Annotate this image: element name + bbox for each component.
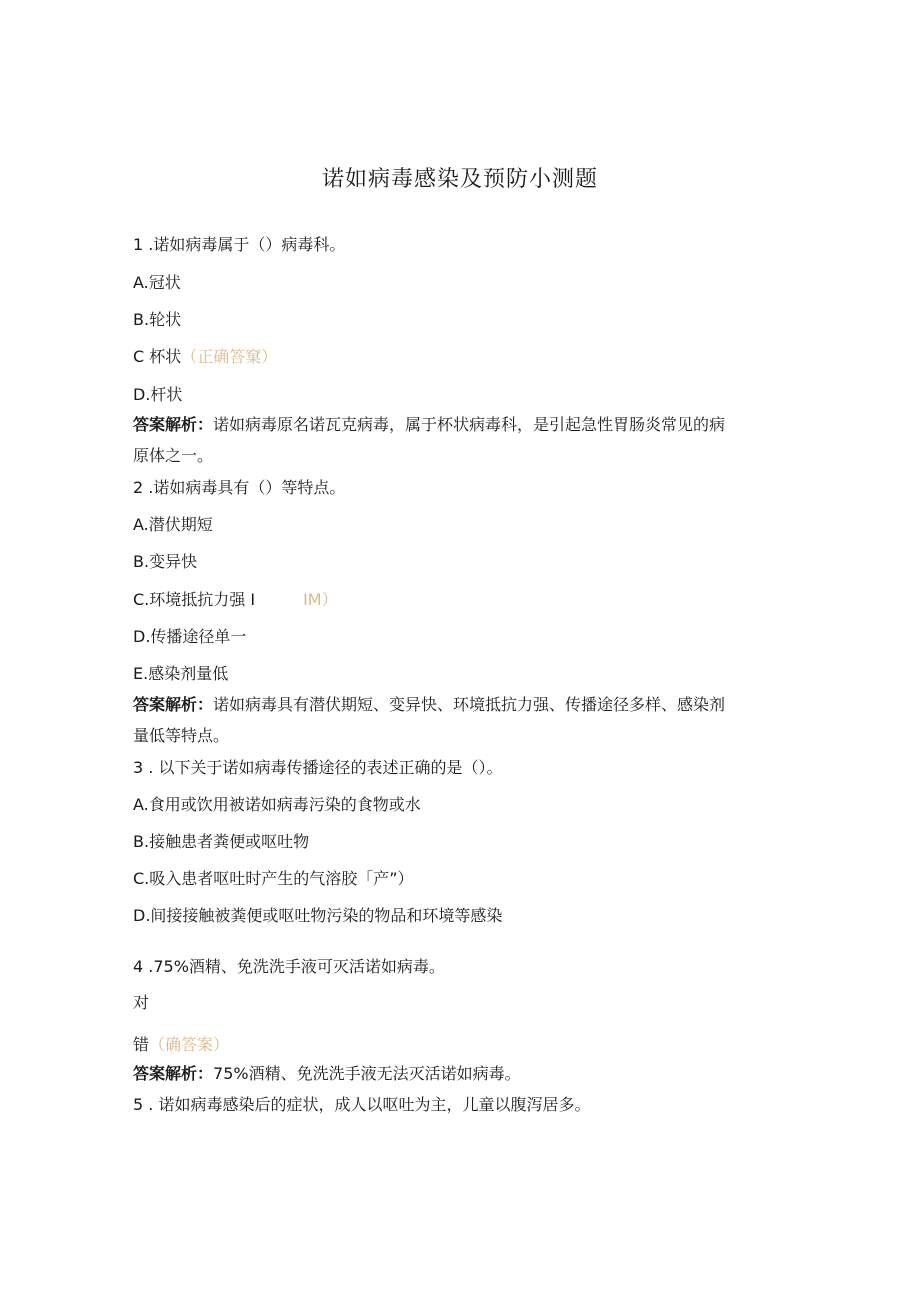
q1-correct-note: （正确答窠） (181, 347, 278, 366)
q4-analysis-label: 答案解析： (133, 1064, 214, 1083)
question-1: 1 .诺如病毒属于（）病毒科。 (133, 235, 346, 254)
q3-option-d: D.间接接触被粪便或呕吐物污染的物品和环境等感染 (133, 906, 503, 925)
q4-option-false-text: 错 (133, 1035, 150, 1054)
q2-option-a: A.潜伏期短 (133, 515, 213, 534)
q2-analysis-text-2: 量低等特点。 (133, 726, 230, 745)
q1-option-b: B.轮状 (133, 310, 182, 329)
question-3: 3 . 以下关于诺如病毒传播途径的表述正确的是（）。 (133, 758, 503, 777)
q4-option-false (133, 1035, 229, 1055)
question-4: 4 .75%酒精、免洗洗手液可灭活诺如病毒。 (133, 957, 445, 976)
q4-analysis-text-1: 75%酒精、免洗洗手液无法灭活诺如病毒。 (213, 1064, 521, 1083)
question-2: 2 .诺如病毒具有（）等特点。 (133, 478, 346, 497)
q2-option-e: E.感染剂量低 (133, 664, 229, 683)
q2-option-b: B.变异快 (133, 552, 198, 571)
q4-analysis (133, 1064, 521, 1084)
q2-analysis-text-1: 诺如病毒具有潜伏期短、变异快、环境抵抗力强、传播途径多样、感染剂 (213, 695, 726, 714)
q3-option-b: B.接触患者粪便或呕吐物 (133, 832, 310, 851)
q4-option-true: 对 (133, 993, 150, 1012)
q4-correct-note: （确答案） (149, 1035, 230, 1054)
q1-option-a: A.冠状 (133, 273, 181, 292)
q1-analysis (133, 415, 725, 435)
q1-option-c-text: C 杯状 (133, 347, 182, 366)
q2-analysis-label: 答案解析： (133, 695, 214, 714)
q3-option-c: C.吸入患者呕吐时产生的气溶胶「产”） (133, 869, 414, 888)
q2-option-c (133, 590, 338, 610)
q1-analysis-label: 答案解析： (133, 415, 214, 434)
question-5: 5 . 诺如病毒感染后的症状，成人以呕吐为主，儿童以腹泻居多。 (133, 1095, 591, 1114)
q2-option-c-text: C.环境抵抗力强 I (133, 590, 256, 609)
q1-analysis-text-1: 诺如病毒原名诺瓦克病毒，属于杯状病毒科，是引起急性胃肠炎常见的病 (213, 415, 726, 434)
q1-option-d: D.杆状 (133, 385, 183, 404)
q3-option-a: A.食用或饮用被诺如病毒污染的食物或水 (133, 795, 421, 814)
q2-option-d: D.传播途径单一 (133, 627, 247, 646)
q2-analysis (133, 695, 725, 715)
q2-correct-note: IM） (303, 590, 338, 609)
page-title: 诺如病毒感染及预防小测题 (321, 167, 598, 192)
q1-option-c (133, 347, 277, 367)
q1-analysis-text-2: 原体之一。 (133, 446, 214, 465)
